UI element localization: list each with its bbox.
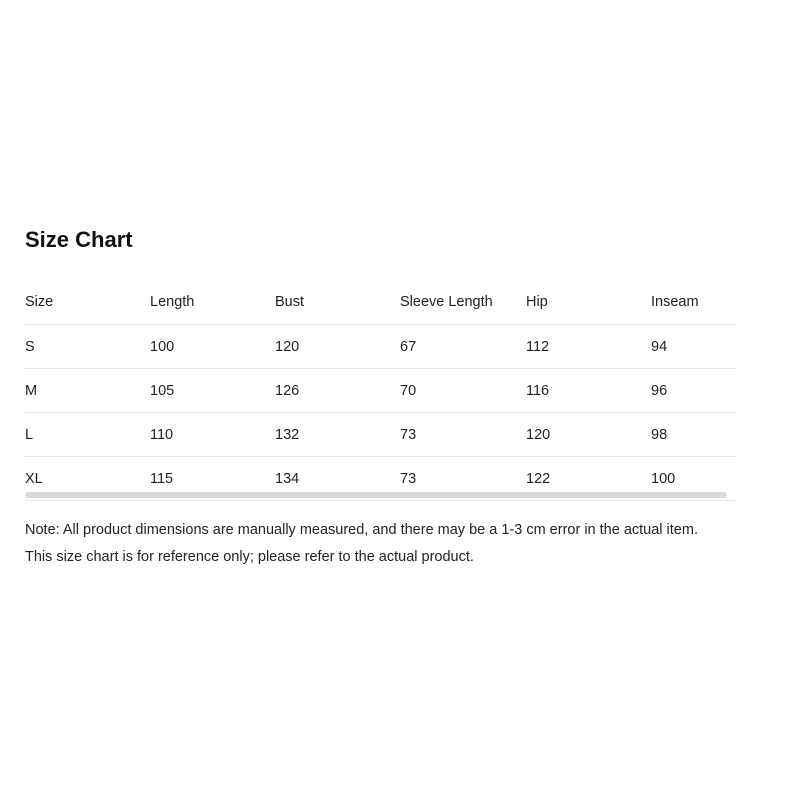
table-cell: 134 [275, 457, 400, 501]
table-cell: 116 [526, 369, 651, 413]
table-cell: 67 [400, 325, 526, 369]
horizontal-scrollbar[interactable] [25, 492, 727, 498]
table-row [25, 413, 736, 457]
table-cell: M [25, 369, 150, 413]
table-cell: 115 [150, 457, 275, 501]
table-cell: S [25, 325, 150, 369]
size-notes [25, 517, 765, 570]
table-cell: 105 [150, 369, 275, 413]
column-header-sleeve-length: Sleeve Length [400, 280, 526, 325]
measurement-note: Note: All product dimensions are manually measured, and there may be a 1-3 cm error in the actual item. [25, 522, 698, 538]
column-header-hip: Hip [526, 280, 651, 325]
table-cell: 70 [400, 369, 526, 413]
table-cell: 120 [275, 325, 400, 369]
table-cell: 120 [526, 413, 651, 457]
column-header-size: Size [25, 280, 150, 325]
table-row [25, 369, 736, 413]
table-cell: 110 [150, 413, 275, 457]
size-chart-section [25, 224, 736, 570]
table-cell: 132 [275, 413, 400, 457]
table-cell: 112 [526, 325, 651, 369]
table-cell: 94 [651, 325, 736, 369]
table-cell: 73 [400, 413, 526, 457]
table-cell: 126 [275, 369, 400, 413]
table-cell: 98 [651, 413, 736, 457]
size-table [25, 280, 736, 501]
reference-note: This size chart is for reference only; please refer to the actual product. [25, 548, 474, 565]
table-cell: 96 [651, 369, 736, 413]
table-cell: 122 [526, 457, 651, 501]
table-row [25, 325, 736, 369]
column-header-inseam: Inseam [651, 280, 736, 325]
table-cell: 73 [400, 457, 526, 501]
table-cell: 100 [651, 457, 736, 501]
size-chart-title: Size Chart [25, 227, 133, 252]
column-header-length: Length [150, 280, 275, 325]
table-header-row [25, 280, 736, 325]
table-cell: XL [25, 457, 150, 501]
table-cell: L [25, 413, 150, 457]
size-table-container [25, 280, 736, 501]
column-header-bust: Bust [275, 280, 400, 325]
table-cell: 100 [150, 325, 275, 369]
